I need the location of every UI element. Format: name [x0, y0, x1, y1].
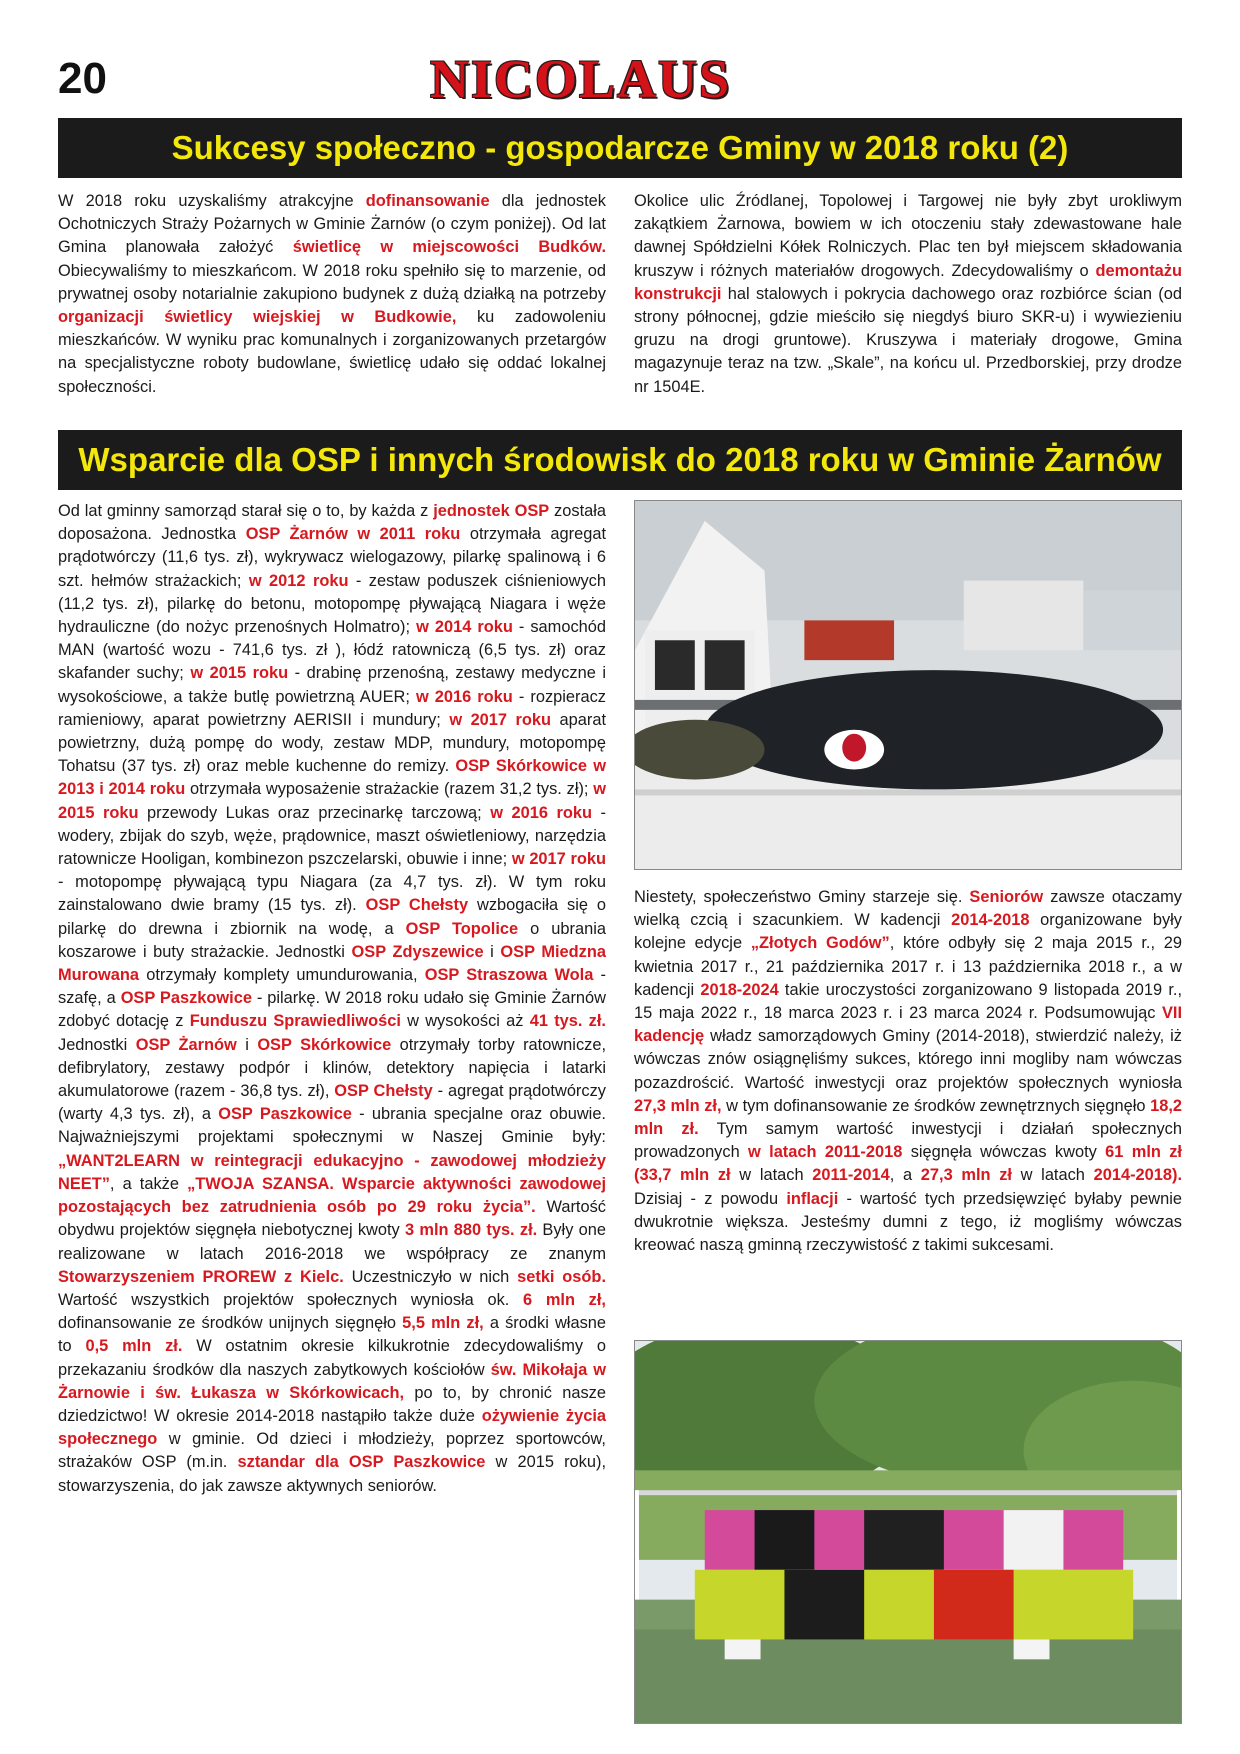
body-text: , które odbyły się 2 maja 2015 r., 29 kwietnia 2017 r., 21 października 2017 r. i 13 października 2018 r., a w kadencji — [634, 934, 1182, 999]
highlighted-text: demontażu konstrukcji — [634, 261, 1182, 303]
body-text: w wysokości aż — [400, 1012, 530, 1031]
body-text: i — [236, 1035, 258, 1054]
body-text: , a — [889, 1166, 921, 1185]
highlighted-text: w 2016 roku — [415, 687, 513, 706]
body-text: została doposażona. Jednostka — [58, 502, 606, 544]
highlighted-text: „TWOJA SZANSA. Wsparcie aktywności zawodowej pozostających bez zatrudnienia osób po 29 roku życia”. — [58, 1174, 606, 1217]
body-text: w tym dofinansowanie ze środków zewnętrznych sięgnęło — [721, 1096, 1151, 1115]
body-text: - rozpieracz ramieniowy, aparat powietrzny AERISII i mundury; — [58, 687, 606, 729]
body-text: - pilarkę. W 2018 roku udało się Gminie Żarnów zdobyć dotację z — [58, 989, 606, 1031]
highlighted-text: w latach 2011-2018 — [748, 1143, 903, 1162]
highlighted-text: w 2017 roku — [449, 710, 552, 729]
highlighted-text: Seniorów — [969, 888, 1044, 906]
body-text: w gminie. Od dzieci i młodzieży, poprzez sportowców, strażaków OSP (m.in. — [58, 1430, 606, 1472]
body-text: o ubrania koszarowe i buty strażackie. Jednostki — [58, 919, 606, 961]
body-text: władz samorządowych Gminy (2014-2018), stwierdzić należy, iż wówczas znów osiągnęliśmy sukces, którego inni mogliby nam wówczas pozazdrościć. Wartość inwestycji oraz projektów społecznych wyniosła — [634, 1027, 1182, 1092]
body-text: Niestety, społeczeństwo Gminy starzeje się. — [634, 888, 970, 906]
highlighted-text: 2018-2024 — [700, 980, 779, 999]
body-text: - motopompę pływającą typu Niagara (za 4,7 tys. zł). W tym roku zainstalowano dwie bramy (15 tys. zł). — [58, 873, 606, 915]
highlighted-text: 27,3 mln zł — [920, 1166, 1012, 1185]
body-text: - wodery, zbijak do szyb, węże, prądownice, maszt oświetleniowy, narzędzia ratownicze Hooligan, kombinezon pszczelarski, obuwie i inne; — [58, 803, 606, 869]
section1-right-column — [634, 190, 1182, 399]
masthead-logo: NICOLAUS — [430, 49, 732, 109]
highlighted-text: OSP Miedzna Murowana — [58, 942, 606, 985]
body-text: w 2015 roku), stowarzyszenia, do jak zawsze aktywnych seniorów. — [58, 1453, 606, 1495]
body-text: a środki własne to — [58, 1314, 606, 1356]
body-text: i — [483, 942, 501, 961]
highlighted-text: 3 mln 880 tys. zł. — [405, 1221, 538, 1240]
body-text: hal stalowych i pokrycia dachowego oraz rozbiórce ścian (od strony północnej, gdzie mieściło się niegdyś biuro SKR-u) i wywiezieniu gruzu na drogi gruntowe). Kruszywa i materiały drogowe, Gmina magazynuje teraz na tzw. „Skale”, na końcu ul. Przedborskiej, przy drodze nr 1504E. — [634, 284, 1182, 396]
highlighted-text: „WANT2LEARN w reintegracji edukacyjno - zawodowej młodzieży NEET” — [58, 1151, 606, 1193]
body-text: w latach — [1011, 1166, 1094, 1185]
body-text: Okolice ulic Źródlanej, Topolowej i Targowej nie były zbyt urokliwym zakątkiem Żarnowa, bowiem w ich otoczeniu stały zdewastowane hale dawnej Spółdzielni Kółek Rolniczych. Plac ten był miejscem składowania kruszyw i różnych materiałów drogowych. Zdecydowaliśmy o — [634, 192, 1182, 280]
highlighted-text: OSP Paszkowice — [218, 1105, 352, 1124]
body-text: - zestaw poduszek ciśnieniowych (11,2 tys. zł), pilarkę do betonu, motopompę pływającą Niagara i węże hydrauliczne (do nożyc przenośnych Holmatro); — [58, 571, 606, 637]
highlighted-text: dofinansowanie — [365, 192, 490, 210]
body-text: W 2018 roku uzyskaliśmy atrakcyjne — [58, 192, 366, 210]
highlighted-text: OSP Straszowa Wola — [424, 966, 594, 985]
body-text: wzbogaciła się o pilarkę do drewna i zbiornik na wodę, a — [58, 896, 606, 938]
body-text: otrzymały komplety umundurowania, — [139, 966, 425, 985]
section1-title: Sukcesy społeczno - gospodarcze Gminy w 2018 roku (2) — [58, 118, 1182, 178]
highlighted-text: 2014-2018 — [951, 911, 1030, 930]
body-text: organizowane były kolejne edycje — [634, 911, 1182, 953]
highlighted-text: OSP Skórkowice w 2013 i 2014 roku — [58, 757, 606, 799]
body-text: Jednostki — [58, 1035, 136, 1054]
body-text: otrzymała wyposażenie strażackie (razem 31,2 tys. zł); — [185, 780, 594, 799]
body-text: Były one realizowane w latach 2016-2018 we współpracy ze znanym — [58, 1221, 606, 1263]
highlighted-text: organizacji świetlicy wiejskiej w Budkowie, — [58, 308, 457, 327]
section1-left-column — [58, 190, 606, 399]
highlighted-text: w 2015 roku — [58, 780, 606, 822]
body-text: - ubrania specjalne oraz obuwie. Najważniejszymi projektami społecznymi w Naszej Gminie były: — [58, 1105, 606, 1147]
highlighted-text: OSP Chełsty — [365, 896, 469, 915]
highlighted-text: Stowarzyszeniem PROREW z Kielc. — [58, 1267, 344, 1286]
highlighted-text: świetlicę w miejscowości Budków. — [292, 238, 607, 257]
highlighted-text: św. Mikołaja w Żarnowie i św. Łukasza w Skórkowicach, — [58, 1360, 607, 1402]
body-text: Obiecywaliśmy to mieszkańcom. W 2018 roku spełniło się to marzenie, od prywatnej osoby notarialnie zakupiono budynek z dużą działką na potrzeby — [58, 261, 606, 303]
body-text: dla jednostek Ochotniczych Straży Pożarnych w Gminie Żarnów (o czym poniżej). Od lat Gmina planowała założyć — [58, 192, 606, 257]
body-text: W ostatnim okresie kilkukrotnie zdecydowaliśmy o przekazaniu środków dla naszych zabytkowych kościołów — [58, 1337, 606, 1379]
highlighted-text: 2011-2014 — [812, 1166, 890, 1185]
highlighted-text: OSP Skórkowice — [257, 1035, 392, 1054]
highlighted-text: 0,5 mln zł. — [85, 1337, 183, 1356]
section2-left-column — [58, 500, 606, 1498]
body-text: - drabinę przenośną, zestawy medyczne i wysokościowe, a także butlę powietrzną AUER; — [58, 664, 607, 706]
highlighted-text: Funduszu Sprawiedliwości — [189, 1012, 401, 1031]
highlighted-text: 61 mln zł (33,7 mln zł — [634, 1143, 1182, 1185]
page-number: 20 — [58, 54, 107, 103]
highlighted-text: inflacji — [786, 1189, 839, 1208]
highlighted-text: 6 mln zł, — [523, 1290, 606, 1309]
highlighted-text: 18,2 mln zł. — [634, 1096, 1182, 1139]
body-text: - wartość tych przedsięwzięć byłaby pewnie dwukrotnie większa. Jesteśmy dumni z tego, iż mogliśmy wówczas kreować naszą gminną rzeczywistość z takimi sukcesami. — [634, 1189, 1182, 1255]
highlighted-text: w 2017 roku — [511, 850, 606, 869]
highlighted-text: OSP Topolice — [405, 919, 519, 938]
body-text: aparat powietrzny, dużą pompę do wody, zestaw MDP, mundury, motopompę Tohatsu (37 tys. zł) oraz meble kuchenne do remizy. — [58, 710, 606, 776]
highlighted-text: OSP Żarnów w 2011 roku — [245, 525, 461, 544]
body-text: Uczestniczyło w nich — [343, 1267, 518, 1286]
highlighted-text: OSP Chełsty — [334, 1082, 433, 1101]
body-text: - szafę, a — [58, 966, 606, 1008]
body-text: przewody Lukas oraz przecinarkę tarczową; — [138, 803, 491, 822]
memorial-ceremony-photo — [634, 500, 1182, 870]
body-text: , a także — [109, 1174, 188, 1193]
highlighted-text: ożywienie życia społecznego — [58, 1406, 606, 1449]
body-text: Wartość obydwu projektów sięgnęła niebotycznej kwoty — [58, 1198, 606, 1240]
highlighted-text: w 2014 roku — [416, 618, 513, 637]
body-text: w latach — [730, 1166, 813, 1185]
highlighted-text: 2014-2018). — [1093, 1166, 1183, 1185]
highlighted-text: w 2016 roku — [490, 803, 592, 822]
highlighted-text: OSP Zdyszewice — [351, 942, 484, 961]
highlighted-text: 41 tys. zł. — [529, 1012, 606, 1031]
section2-right-column — [634, 886, 1182, 1257]
body-text: otrzymały torby ratownicze, defibrylatory, zestawy podpór i klinów, detektory napięcia i latarki akumulatorowe (razem - 36,8 tys. zł), — [58, 1035, 606, 1101]
body-text: otrzymała agregat prądotwórczy (11,6 tys. zł), wykrywacz wielogazowy, pilarkę spalinową i 6 szt. hełmów strażackich; — [58, 525, 607, 590]
body-text: zawsze otaczamy wielką czcią i szacunkiem. W kadencji — [634, 888, 1182, 930]
highlighted-text: jednostek OSP — [433, 502, 550, 520]
highlighted-text: sztandar dla OSP Paszkowice — [237, 1453, 486, 1472]
body-text: Od lat gminny samorząd starał się o to, by każda z — [58, 502, 434, 520]
highlighted-text: VII kadencję — [634, 1004, 1182, 1046]
highlighted-text: setki osób. — [517, 1267, 607, 1286]
football-team-photo — [634, 1340, 1182, 1724]
body-text: ku zadowoleniu mieszkańców. W wyniku prac komunalnych i zorganizowanych przetargów na specjalistyczne roboty budowlane, świetlicę udało się oddać lokalnej społeczności. — [58, 308, 606, 396]
body-text: takie uroczystości zorganizowano 9 listopada 2019 r., 15 maja 2022 r., 18 marca 2023 r. i 23 marca 2024 r. Podsumowując — [634, 980, 1182, 1023]
highlighted-text: OSP Paszkowice — [120, 989, 252, 1008]
highlighted-text: 5,5 mln zł, — [402, 1314, 484, 1333]
body-text: Tym samym wartość inwestycji i działań społecznych prowadzonych — [634, 1120, 1182, 1162]
section2-title: Wsparcie dla OSP i innych środowisk do 2018 roku w Gminie Żarnów — [58, 430, 1182, 490]
highlighted-text: OSP Żarnów — [135, 1035, 237, 1054]
body-text: - samochód MAN (wartość wozu - 741,6 tys. zł ), łódź ratowniczą (6,5 tys. zł) oraz skafander suchy; — [58, 618, 606, 683]
body-text: sięgnęła wówczas kwoty — [902, 1143, 1106, 1162]
body-text: Wartość wszystkich projektów społecznych wyniosła ok. — [58, 1290, 524, 1309]
highlighted-text: w 2015 roku — [190, 664, 289, 683]
highlighted-text: „Złotych Godów” — [750, 934, 890, 953]
body-text: Dzisiaj - z powodu — [634, 1189, 787, 1208]
body-text: dofinansowanie ze środków unijnych sięgnęło — [58, 1314, 403, 1333]
highlighted-text: 27,3 mln zł, — [634, 1096, 722, 1115]
highlighted-text: w 2012 roku — [248, 571, 349, 590]
body-text: - agregat prądotwórczy (warty 4,3 tys. zł), a — [58, 1082, 606, 1124]
body-text: po to, by chronić nasze dziedzictwo! W okresie 2014-2018 nastąpiło także duże — [58, 1383, 606, 1425]
